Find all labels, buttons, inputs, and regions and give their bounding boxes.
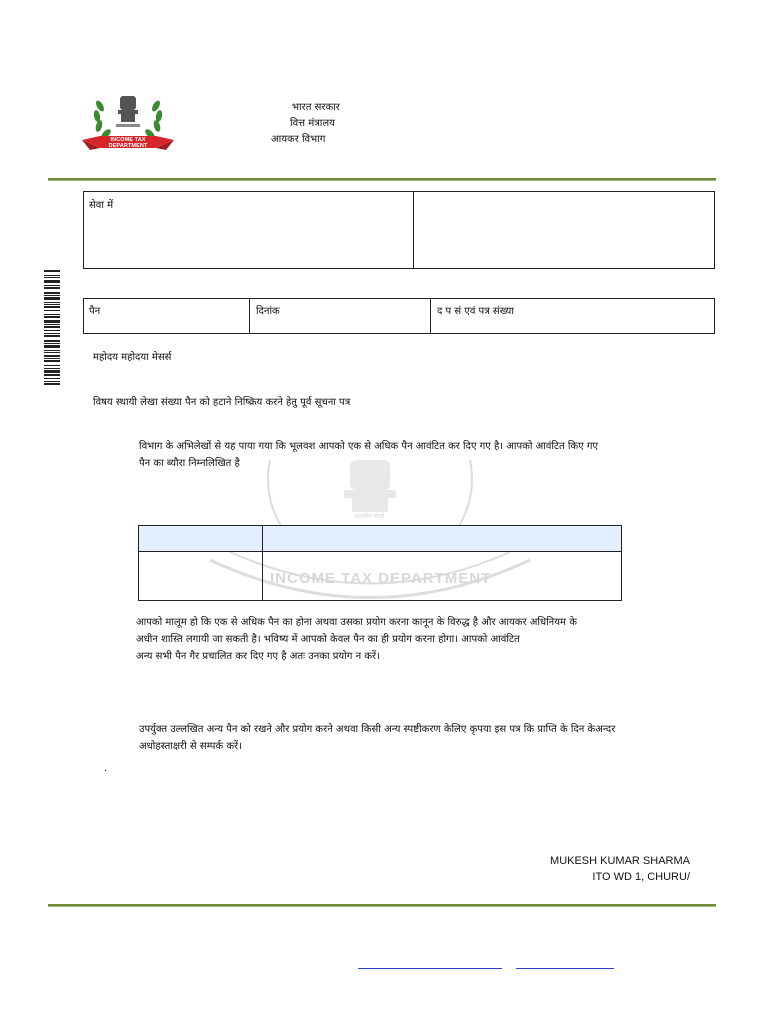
barcode-bar [44,374,60,376]
footer-link-2[interactable] [516,968,614,969]
barcode-bar [44,277,60,278]
barcode-bar [44,297,60,300]
bottom-green-rule [48,904,716,907]
barcode-bar [44,304,60,305]
barcode-bar [44,292,60,294]
barcode-bar [44,302,60,303]
info-divider-2 [430,299,431,333]
barcode-bar [44,343,60,344]
barcode-bar [44,358,60,359]
watermark-text: INCOME TAX DEPARTMENT [270,570,492,587]
barcode-bar [44,350,60,351]
income-tax-logo [80,88,176,158]
barcode-bar [44,316,60,318]
barcode-bar [44,324,60,325]
footer-link-1[interactable] [358,968,502,969]
info-divider-1 [249,299,250,333]
barcode-bar [44,275,60,276]
pan-details-table [138,525,622,601]
barcode [44,270,60,392]
barcode-bar [44,285,60,286]
stray-dot: . [104,763,108,774]
header-line-1: भारत सरकार [292,102,340,113]
watermark-motto: सत्यमेव जयते [355,513,385,520]
barcode-bar [44,333,60,334]
date-label: दिनांक [256,306,280,317]
para1-line2: पैन का ब्यौरा निम्नलिखित है [139,458,240,469]
barcode-bar [44,345,60,348]
barcode-bar [44,314,60,315]
barcode-bar [44,365,60,366]
para2-line3: अन्य सभी पैन गैर प्रचालित कर दिए गए है अतः उनका प्रयोग न करें। [136,651,380,662]
pan-table-divider [262,526,263,600]
to-label: सेवा में [89,200,114,211]
barcode-bar [44,381,60,382]
barcode-bar [44,310,60,311]
barcode-bar [44,287,60,289]
info-row [83,298,715,334]
para2-line2: अधीन शास्ति लगायी जा सकती है। भविष्य में आपको केवल पैन का ही प्रयोग करना होगा। आपको आवंटित [136,634,520,645]
barcode-bar [44,340,60,342]
barcode-bar [44,320,60,323]
barcode-bar [44,330,60,331]
salutation: महोदय महोदया मेसर्स [93,352,172,363]
barcode-bar [44,383,60,385]
para3-line2: अधोहस्ताक्षरी से सम्पर्क करें। [139,741,242,752]
para1-line1: विभाग के अभिलेखों से यह पाया गया कि भूलवश आपको एक से अधिक पैन आवंटित कर दिए गए है। आपको आवंटित किए गए [139,441,599,452]
para2-line1: आपको मालूम हो कि एक से अधिक पैन का होना अथवा उसका प्रयोग करना कानून के विरुद्ध है और आयकर अधिनियम के [136,617,577,628]
pan-label: पैन [89,306,101,317]
signatory-designation: ITO WD 1, CHURU/ [592,871,690,883]
barcode-bar [44,378,60,379]
barcode-bar [44,355,60,357]
signatory-name: MUKESH KUMAR SHARMA [550,855,690,867]
top-green-rule [48,178,716,181]
barcode-bar [44,280,60,283]
para3-line1: उपर्युक्त उल्लखित अन्य पैन को रखने और प्रयोग करने अथवा किसी अन्य स्पष्टीकरण केलिए कृपया इस पत्र कि प्राप्ति के दिन केअन्दर [139,724,616,735]
address-box-right [413,191,715,269]
header-line-2: वित्त मंत्रालय [290,118,335,129]
ref-label: द प सं एवं पत्र संख्या [437,306,514,317]
subject-line: विषय स्थायी लेखा संख्या पैन को हटाने निष्क्रिय करने हेतु पूर्व सूचना पत्र [93,397,351,408]
barcode-bar [44,270,60,272]
barcode-bar [44,295,60,296]
barcode-bar [44,326,60,328]
barcode-bar [44,306,60,308]
barcode-bar [44,360,60,362]
barcode-bar [44,352,60,353]
barcode-bar [44,370,60,373]
pan-table-header [139,526,621,552]
barcode-bar [44,335,60,337]
header-line-3: आयकर विभाग [271,134,326,145]
logo-text: INCOME TAX DEPARTMENT [108,137,148,149]
barcode-bar [44,368,60,369]
address-box-left [83,191,414,269]
